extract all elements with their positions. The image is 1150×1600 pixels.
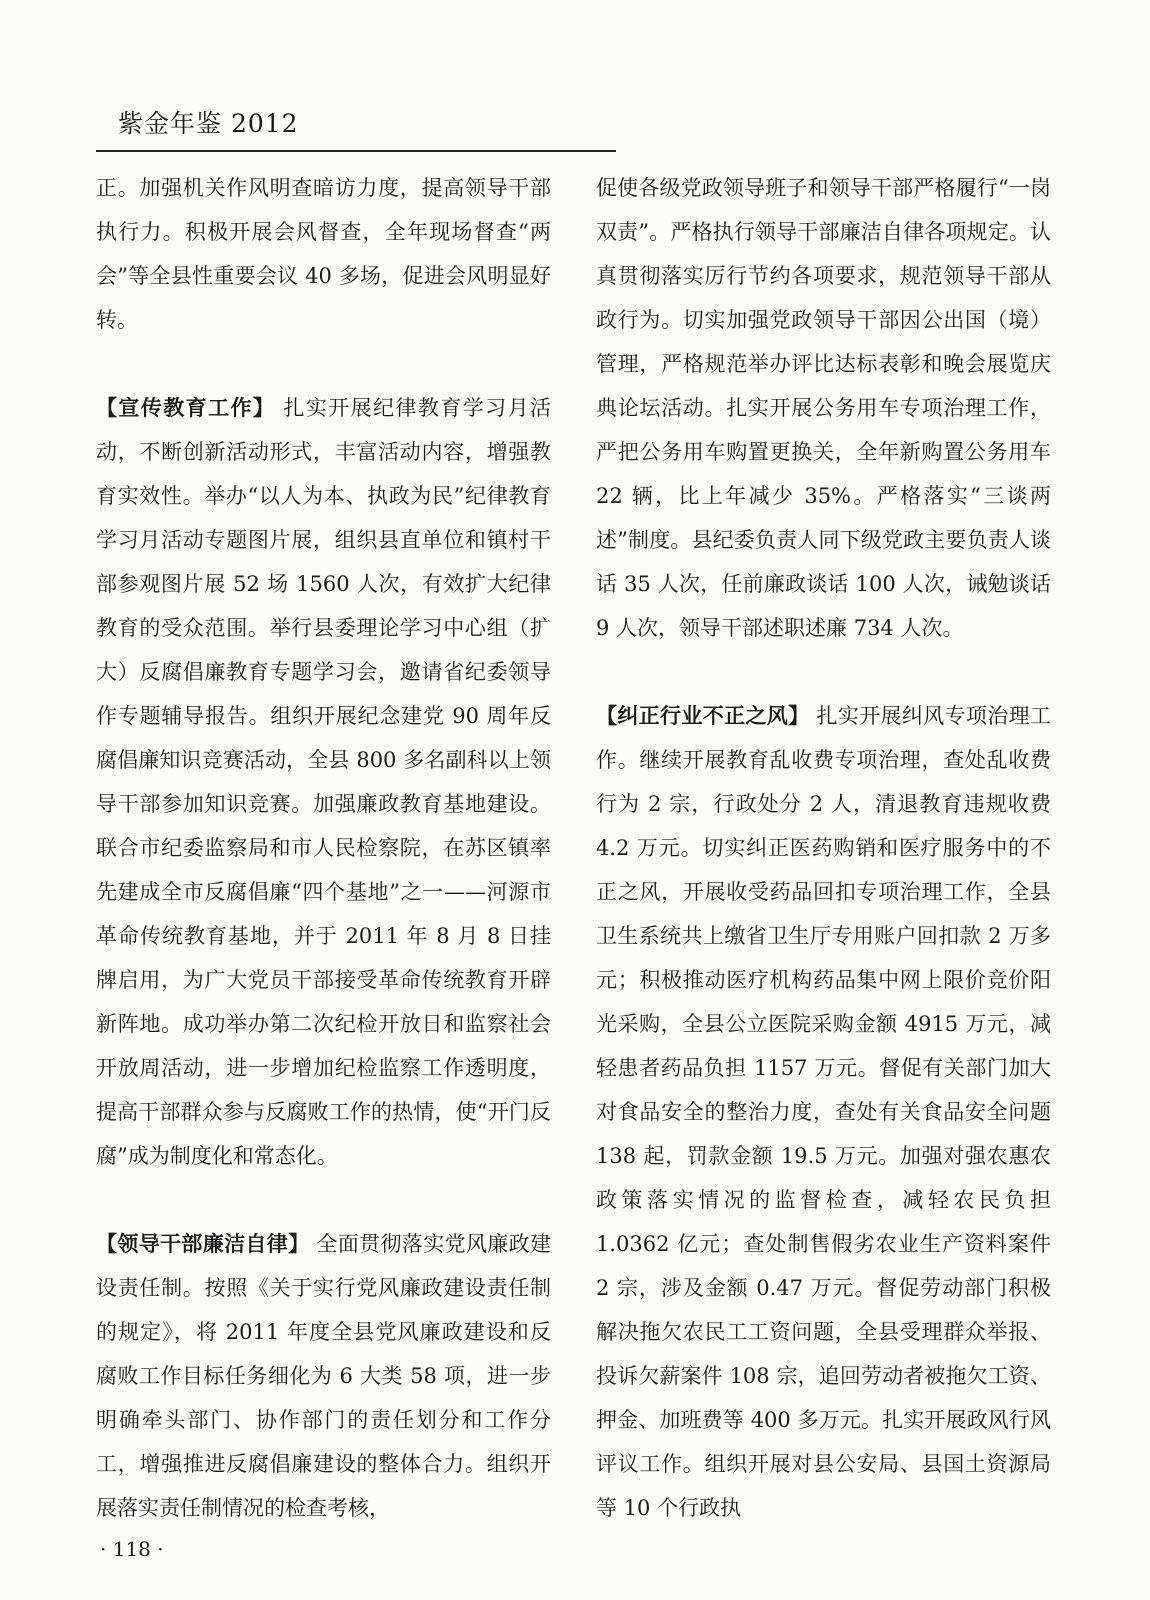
section-title: 【纠正行业不正之风】 [596,704,810,728]
section-industry-misconduct [596,694,1051,1530]
section-leader-self-discipline [96,1222,551,1530]
section-text: 扎实开展纠风专项治理工作。继续开展教育乱收费专项治理，查处乱收费行为 2 宗，行政处分 2 人，清退教育违规收费 4.2 万元。切实纠正医药购销和医疗服务中的不正之风，开展收受药品回扣专项治理工作，全县卫生系统共上缴省卫生厅专用账户回扣款 2 万多元；积极推动医疗机构药品集中网上限价竞价阳光采购，全县公立医院采购金额 4915 万元，减轻患者药品负担 1157 万元。督促有关部门加大对食品安全的整治力度，查处有关食品安全问题 138 起，罚款金额 19.5 万元。加强对强农惠农政策落实情况的监督检查，减轻农民负担 1.0362 亿元；查处制售假劣农业生产资料案件 2 宗，涉及金额 0.47 万元。督促劳动部门积极解决拖欠农民工工资问题，全县受理群众举报、投诉欠薪案件 108 宗，追回劳动者被拖欠工资、押金、加班费等 400 多万元。扎实开展政风行风评议工作。组织开展对县公安局、县国土资源局等 10 个行政执 [596,704,1051,1520]
paragraph-continued: 促使各级党政领导班子和领导干部严格履行“一岗双责”。严格执行领导干部廉洁自律各项规定。认真贯彻落实厉行节约各项要求，规范领导干部从政行为。切实加强党政领导干部因公出国（境）管理，严格规范举办评比达标表彰和晚会展览庆典论坛活动。扎实开展公务用车专项治理工作，严把公务用车购置更换关，全年新购置公务用车 22 辆，比上年减少 35%。严格落实“三谈两述”制度。县纪委负责人同下级党政主要负责人谈话 35 人次，任前廉政谈话 100 人次，诫勉谈话 9 人次，领导干部述职述廉 734 人次。 [596,176,1051,640]
page-number: · 118 · [100,1537,164,1561]
section-text: 扎实开展纪律教育学习月活动，不断创新活动形式，丰富活动内容，增强教育实效性。举办“以人为本、执政为民”纪律教育学习月活动专题图片展，组织县直单位和镇村干部参观图片展 52 场 1560 人次，有效扩大纪律教育的受众范围。举行县委理论学习中心组（扩大）反腐倡廉教育专题学习会，邀请省纪委领导作专题辅导报告。组织开展纪念建党 90 周年反腐倡廉知识竞赛活动，全县 800 多名副科以上领导干部参加知识竞赛。加强廉政教育基地建设。联合市纪委监察局和市人民检察院，在苏区镇率先建成全市反腐倡廉“四个基地”之一——河源市革命传统教育基地，并于 2011 年 8 月 8 日挂牌启用，为广大党员干部接受革命传统教育开辟新阵地。成功举办第二次纪检开放日和监察社会开放周活动，进一步增加纪检监察工作透明度，提高干部群众参与反腐败工作的热情，使“开门反腐”成为制度化和常态化。 [96,396,551,1168]
paragraph-gap [596,650,1051,694]
paragraph-gap [96,1178,551,1222]
running-header: 紫金年鉴 2012 [118,109,299,138]
section-title: 【宣传教育工作】 [96,396,276,420]
right-column [596,166,1051,1530]
section-title: 【领导干部廉洁自律】 [96,1232,310,1256]
paragraph-continued: 正。加强机关作风明查暗访力度，提高领导干部执行力。积极开展会风督查，全年现场督查“两会”等全县性重要会议 40 多场，促进会风明显好转。 [96,176,551,332]
paragraph-gap [96,342,551,386]
section-text: 全面贯彻落实党风廉政建设责任制。按照《关于实行党风廉政建设责任制的规定》，将 2011 年度全县党风廉政建设和反腐败工作目标任务细化为 6 大类 58 项，进一步明确牵头部门、协作部门的责任划分和工作分工，增强推进反腐倡廉建设的整体合力。组织开展落实责任制情况的检查考核， [96,1232,551,1520]
left-column [96,166,551,1530]
header-rule [96,150,616,152]
section-publicity-education [96,386,551,1178]
